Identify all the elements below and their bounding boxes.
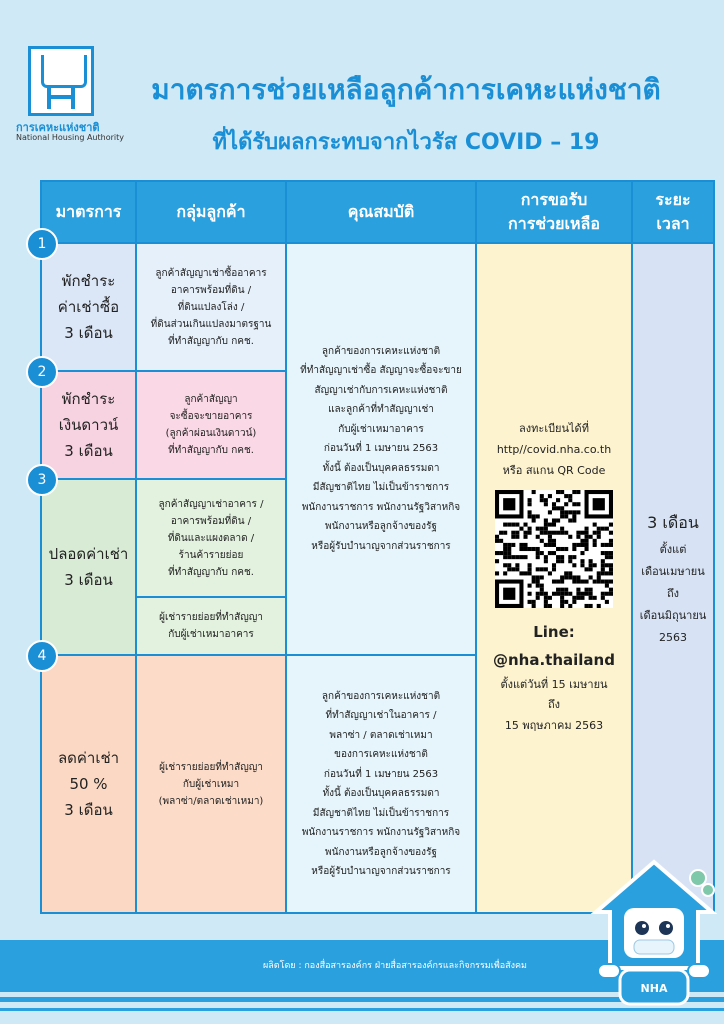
group-line: (ลูกค้าผ่อนเงินดาวน์) — [165, 428, 257, 439]
group-line: ที่ทำสัญญากับ กคช. — [168, 445, 254, 456]
group-cell-1 — [136, 243, 286, 371]
qual-line: ทั้งนี้ ต้องเป็นบุคคลธรรมดา — [322, 788, 440, 799]
measures-table — [37, 180, 715, 914]
group-line: ร้านค้ารายย่อย — [178, 549, 244, 561]
line-id[interactable]: Line: @nha.thailand — [493, 622, 615, 669]
group-line: ที่ดินแปลงโล่ง / — [177, 301, 245, 313]
qual-line: หรือผู้รับบำนาญจากส่วนราชการ — [311, 866, 451, 877]
qual-line: ลูกค้าของการเคหะแห่งชาติ — [321, 345, 441, 357]
measure-line: พักชำระ — [61, 271, 116, 290]
measure-line: 3 เดือน — [64, 442, 113, 461]
header-customer-group: กลุ่มลูกค้า — [136, 181, 286, 243]
qual-line: มีสัญชาติไทย ไม่เป็นข้าราชการ — [312, 482, 450, 494]
group-cell-5 — [136, 655, 286, 913]
group-line: จะซื้อจะขายอาคาร — [169, 411, 253, 422]
header-request — [476, 181, 632, 243]
mascot-badge: NHA — [640, 982, 668, 995]
request-to-date: 15 พฤษภาคม 2563 — [504, 719, 604, 733]
qual-line: ก่อนวันที่ 1 เมษายน 2563 — [323, 768, 439, 780]
group-line: ที่ดินและแผงตลาด / — [167, 532, 255, 544]
header-duration-text: ระยะ เวลา — [655, 190, 691, 233]
group-line: อาคารพร้อมที่ดิน / — [170, 515, 252, 527]
group-line: กับผู้เช่าเหมาอาคาร — [168, 629, 254, 640]
request-from-date: ตั้งแต่วันที่ 15 เมษายน — [500, 677, 608, 691]
header-measure: มาตรการ — [41, 181, 136, 243]
group-cell-3 — [136, 479, 286, 597]
qualification-cell-2 — [286, 655, 476, 913]
measure-line: ค่าเช่าซื้อ — [57, 297, 120, 316]
qual-line: พนักงานหรือลูกจ้างของรัฐ — [325, 846, 437, 858]
page-subtitle: ที่ได้รับผลกระทบจากไวรัส COVID – 19 — [212, 130, 600, 155]
group-line: อาคารพร้อมที่ดิน / — [170, 284, 252, 296]
table-row — [41, 243, 714, 371]
table-header-row — [41, 181, 714, 243]
group-line: ลูกค้าสัญญาเช่าซื้ออาคาร — [155, 267, 267, 279]
measure-cell-2 — [37, 364, 136, 479]
group-line: (พลาซ่า/ตลาดเช่าเหมา) — [158, 795, 264, 807]
measure-line: ลดค่าเช่า — [57, 748, 120, 767]
measure-cell-1 — [37, 236, 136, 371]
logo-english-name: National Housing Authority — [16, 133, 124, 142]
register-label: ลงทะเบียนได้ที่ — [519, 421, 589, 435]
qual-line: พลาซ่า / ตลาดเช่าเหมา — [329, 729, 433, 741]
qual-line: ที่ทำสัญญาเช่าซื้อ สัญญาจะซื้อจะขาย — [300, 365, 462, 377]
duration-line: เดือนเมษายน — [641, 565, 705, 578]
qual-line: สัญญาเช่ากับการเคหะแห่งชาติ — [314, 384, 448, 396]
house-logo-icon — [28, 46, 94, 116]
duration-months: 3 เดือน — [647, 513, 699, 532]
measure-line: 3 เดือน — [64, 801, 113, 820]
header-duration — [632, 181, 714, 243]
request-cell — [476, 243, 632, 913]
qual-line: ทั้งนี้ ต้องเป็นบุคคลธรรมดา — [322, 462, 440, 474]
qual-line: ลูกค้าของการเคหะแห่งชาติ — [321, 690, 441, 702]
logo-thai-name: การเคหะแห่งชาติ — [16, 121, 100, 134]
qual-line: ของการเคหะแห่งชาติ — [334, 749, 428, 760]
measure-cell-3 — [37, 472, 136, 655]
register-url[interactable]: http//covid.nha.co.th — [496, 442, 612, 456]
duration-line: เดือนมิถุนายน — [639, 609, 707, 622]
qual-line: หรือผู้รับบำนาญจากส่วนราชการ — [311, 540, 451, 552]
duration-cell — [632, 243, 714, 913]
group-line: ลูกค้าสัญญาเช่าอาคาร / — [158, 498, 264, 510]
group-line: ลูกค้าสัญญา — [184, 394, 238, 405]
qual-line: กับผู้เช่าเหมาอาคาร — [338, 423, 424, 435]
scan-qr-label: หรือ สแกน QR Code — [502, 463, 606, 477]
group-line: ที่ทำสัญญากับ กคช. — [168, 566, 254, 578]
group-line: ที่ทำสัญญากับ กคช. — [168, 335, 254, 347]
measure-number-badge: 3 — [26, 464, 58, 496]
duration-line: 2563 — [659, 631, 687, 644]
measure-number-badge: 4 — [26, 640, 58, 672]
footer-credit: ผลิตโดย : กองสื่อสารองค์กร ฝ่ายสื่อสารองค์กรและกิจกรรมเพื่อสังคม — [263, 961, 527, 971]
duration-line: ถึง — [666, 587, 680, 600]
group-cell-2 — [136, 371, 286, 479]
qual-line: มีสัญชาติไทย ไม่เป็นข้าราชการ — [312, 807, 450, 819]
measure-cell-4 — [37, 648, 136, 913]
qr-code-icon[interactable] — [495, 490, 613, 608]
measure-number-badge: 1 — [26, 228, 58, 260]
group-line: ผู้เช่ารายย่อยที่ทำสัญญา — [159, 612, 263, 623]
group-line: กับผู้เช่าเหมา — [182, 778, 240, 790]
measure-line: ปลอดค่าเช่า — [48, 544, 129, 563]
qual-line: พนักงานหรือลูกจ้างของรัฐ — [325, 521, 437, 533]
qual-line: ก่อนวันที่ 1 เมษายน 2563 — [323, 443, 439, 455]
group-line: ที่ดินส่วนเกินแปลงมาตรฐาน — [150, 318, 272, 330]
qual-line: และลูกค้าที่ทำสัญญาเช่า — [328, 404, 434, 416]
measure-line: 3 เดือน — [64, 571, 113, 589]
request-to-word: ถึง — [547, 698, 561, 712]
header-qualification: คุณสมบัติ — [286, 181, 476, 243]
measure-line: พักชำระ — [61, 389, 116, 408]
measure-line: เงินดาวน์ — [58, 415, 119, 434]
measure-line: 3 เดือน — [64, 324, 113, 343]
qualification-cell-1 — [286, 243, 476, 655]
qual-line: พนักงานราชการ พนักงานรัฐวิสาหกิจ — [301, 501, 461, 513]
duration-line: ตั้งแต่ — [659, 543, 687, 556]
qual-line: พนักงานราชการ พนักงานรัฐวิสาหกิจ — [301, 827, 461, 838]
group-line: ผู้เช่ารายย่อยที่ทำสัญญา — [159, 761, 263, 773]
group-cell-4 — [136, 597, 286, 655]
nha-mascot-icon — [590, 856, 718, 1016]
qual-line: ที่ทำสัญญาเช่าในอาคาร / — [325, 710, 437, 721]
page-title: มาตรการช่วยเหลือลูกค้าการเคหะแห่งชาติ — [151, 73, 661, 106]
header-request-text: การขอรับ การช่วยเหลือ — [508, 190, 600, 233]
measure-number-badge: 2 — [26, 356, 58, 388]
measure-line: 50 % — [69, 774, 108, 793]
